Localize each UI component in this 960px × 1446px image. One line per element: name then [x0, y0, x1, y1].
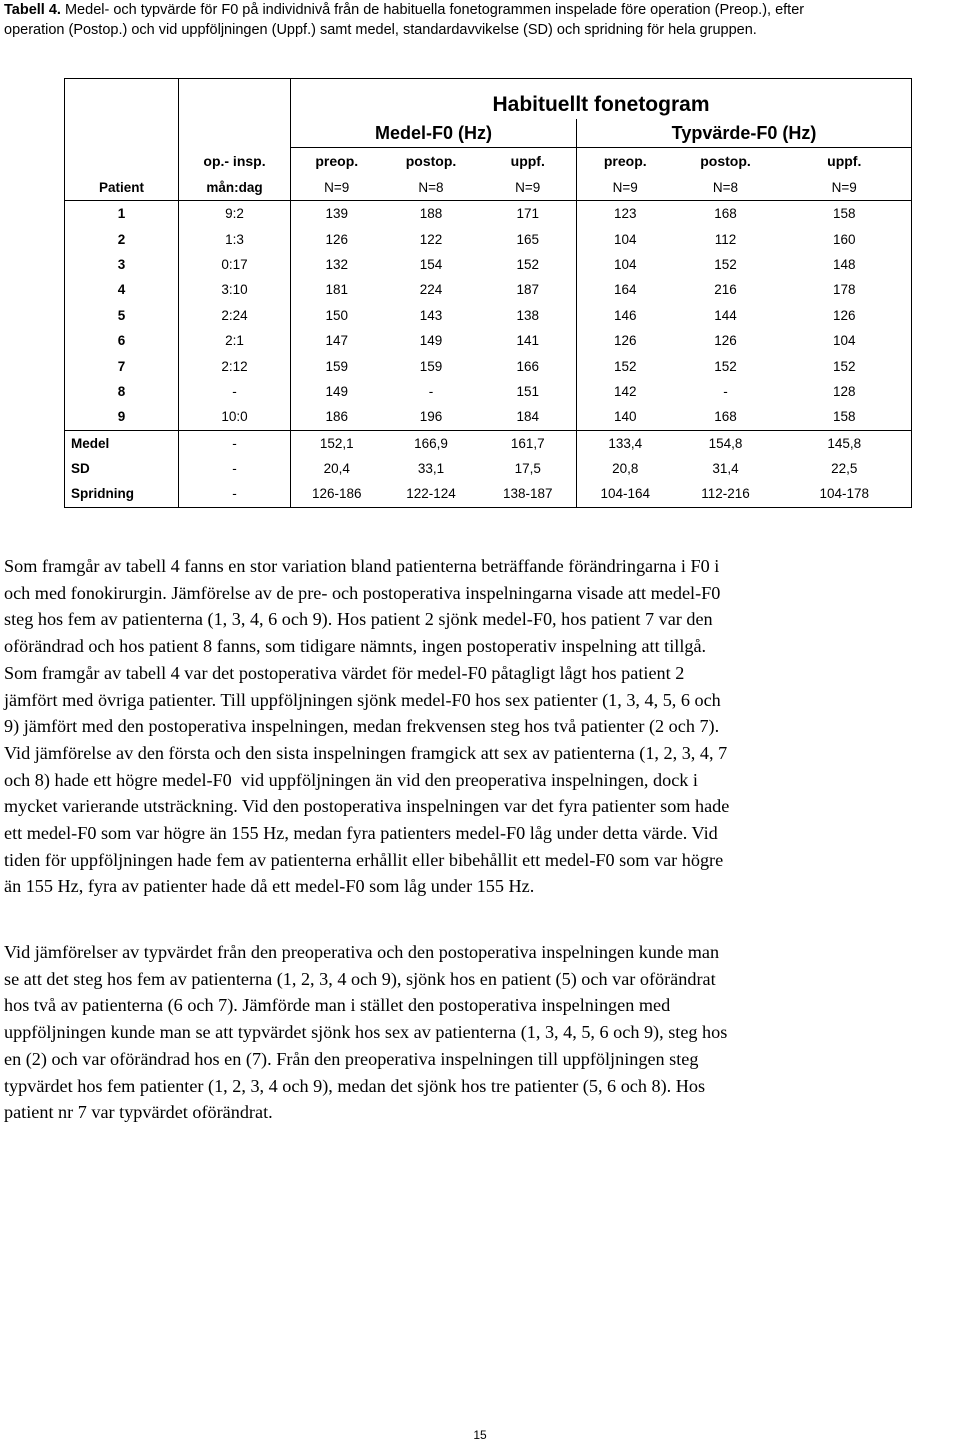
text-line: Som framgår av tabell 4 fanns en stor variation bland patienterna beträffande förändringarna i F0 i	[4, 556, 720, 576]
value-cell: 104-164	[577, 481, 674, 507]
op-insp-cell: 10:0	[179, 404, 291, 430]
value-cell: 187	[516, 282, 540, 298]
header-n: N=8	[712, 179, 739, 195]
value-cell: 224	[419, 282, 443, 298]
text-line: jämfört med övriga patienter. Till uppföljningen sjönk medel-F0 hos sex patienter (1, 3, 4, 5, 6 och	[4, 689, 721, 710]
header-n: N=9	[577, 174, 674, 201]
value-cell: 139	[291, 201, 383, 227]
value-cell: 104-178	[819, 486, 870, 502]
value-cell: 148	[832, 256, 856, 272]
text-line: och med fonokirurgin. Jämförelse av de pre- och postoperativa inspelningarna visade att medel-F0	[4, 582, 721, 603]
patient-id: 7	[117, 358, 126, 374]
value-cell: 123	[577, 201, 674, 227]
group-header-medel: Medel-F0 (Hz)	[291, 119, 577, 148]
table-row	[65, 303, 912, 328]
header-n: N=9	[831, 179, 857, 195]
table-body	[65, 201, 912, 431]
value-cell: 184	[516, 409, 540, 425]
value-cell: 140	[577, 404, 674, 430]
sub-header: preop.	[291, 148, 383, 175]
caption-label: Tabell 4.	[4, 2, 61, 18]
value-cell: 147	[291, 328, 383, 353]
value-cell: 112	[714, 231, 737, 247]
value-cell: 166,9	[383, 430, 480, 456]
op-insp-cell: 2:24	[179, 303, 291, 328]
value-cell: 164	[577, 277, 674, 302]
value-cell: 150	[291, 303, 383, 328]
value-cell: 160	[832, 231, 856, 247]
sub-header: postop.	[405, 153, 457, 169]
header-man-dag: mån:dag	[179, 174, 291, 201]
summary-label: SD	[71, 461, 90, 477]
summary-row	[65, 456, 912, 481]
text-line: Som framgår av tabell 4 var det postoperativa värdet för medel-F0 påtagligt lågt hos patient 2	[4, 662, 685, 683]
sub-header: postop.	[700, 153, 751, 169]
value-cell: 138-187	[502, 486, 553, 502]
paragraph-1-lines	[4, 553, 949, 900]
value-cell: 149	[419, 333, 443, 349]
table-row	[65, 379, 912, 404]
op-insp-cell: -	[179, 456, 291, 481]
value-cell: 152	[516, 256, 540, 272]
value-cell: 133,4	[577, 430, 674, 456]
value-cell: 168	[714, 409, 737, 425]
text-line: 9) jämfört med den postoperativa inspelningen, medan frekvensen steg hos två patienter (2 och 7).	[4, 716, 720, 737]
sub-header: uppf.	[510, 153, 545, 169]
table-row	[65, 353, 912, 378]
value-cell: 143	[419, 307, 443, 323]
caption-text: Medel- och typvärde för F0 på individnivå från de habituella fonetogrammen inspelade före operation (Preop.), efter operation (Postop.) och vid uppföljningen (Uppf.) samt medel, standardavvikelse (SD) och spridning för hela gruppen.	[4, 2, 805, 38]
value-cell: 122	[419, 231, 443, 247]
value-cell: 128	[832, 383, 856, 399]
text-line: och 8) hade ett högre medel-F0 vid uppföljningen än vid den preoperativa inspelningen, dock i	[4, 769, 698, 790]
op-insp-cell: 1:3	[179, 226, 291, 251]
value-cell: 171	[480, 201, 577, 227]
table-row	[65, 226, 912, 251]
value-cell: 132	[291, 252, 383, 277]
text-line: en (2) och var oförändrad hos en (7). Från den preoperativa inspelningen till uppföljningen steg	[4, 1048, 699, 1069]
op-insp-cell: -	[179, 379, 291, 404]
text-line: steg hos fem av patienterna (1, 3, 4, 6 och 9). Hos patient 2 sjönk medel-F0, hos patient 7 var den	[4, 609, 713, 630]
summary-label: Spridning	[71, 486, 134, 502]
table-row	[65, 328, 912, 353]
f0-table	[64, 78, 912, 508]
summary-label: Medel	[65, 430, 179, 456]
value-cell: 196	[419, 409, 443, 425]
page-number: 15	[473, 1428, 487, 1442]
value-cell: 158	[832, 409, 856, 425]
value-cell: 20,8	[577, 456, 674, 481]
value-cell: 146	[577, 303, 674, 328]
patient-id: 5	[117, 307, 126, 323]
text-line: Vid jämförelser av typvärdet från den preoperativa och den postoperativa inspelningen kunde man	[4, 942, 720, 962]
value-cell: 126-186	[291, 481, 383, 507]
patient-id: 8	[117, 383, 126, 399]
value-cell: 178	[832, 282, 856, 298]
text-line: mycket varierande utsträckning. Vid den postoperativa inspelningen var det fyra patienter som hade	[4, 796, 730, 817]
text-line: typvärdet hos fem patienter (1, 2, 3, 4 och 9), medan det sjönk hos tre patienter (5, 6 och 8). Hos	[4, 1075, 706, 1096]
header-n: N=8	[418, 179, 444, 195]
value-cell: 122-124	[406, 486, 456, 502]
value-cell: 138	[516, 307, 540, 323]
value-cell: 141	[516, 333, 540, 349]
text-line: patient nr 7 var typvärdet oförändrat.	[4, 1102, 273, 1123]
value-cell: 112-216	[701, 486, 750, 502]
sub-header: uppf.	[827, 153, 862, 169]
op-insp-cell: 3:10	[179, 277, 291, 302]
value-cell: 168	[674, 201, 778, 227]
text-line: hos två av patienterna (6 och 7). Jämförde man i stället den postoperativa inspelningen med	[4, 995, 671, 1016]
paragraph-2	[4, 939, 949, 1126]
value-cell: 181	[291, 277, 383, 302]
value-cell: 151	[516, 383, 540, 399]
table-row	[65, 404, 912, 430]
text-line: Vid jämförelse av den första och den sista inspelningen framgick att sex av patienterna (1, 2, 3, 4, 7	[4, 742, 728, 763]
value-cell: -	[723, 383, 728, 399]
value-cell: 152	[832, 358, 856, 374]
op-insp-cell: 0:17	[179, 252, 291, 277]
value-cell: 152,1	[291, 430, 383, 456]
summary-row	[65, 481, 912, 507]
header-n: N=9	[515, 179, 541, 195]
text-line: än 155 Hz, fyra av patienter hade då ett medel-F0 som låg under 155 Hz.	[4, 876, 535, 897]
op-insp-cell: 2:12	[179, 353, 291, 378]
text-line: tiden för uppföljningen hade fem av patienterna erhållit eller bibehållit ett medel-F0 som var högre	[4, 849, 724, 870]
op-insp-cell: -	[179, 481, 291, 507]
value-cell: 33,1	[417, 461, 445, 477]
value-cell: 152	[577, 353, 674, 378]
patient-id: 4	[117, 282, 126, 298]
value-cell: 186	[291, 404, 383, 430]
patient-id: 2	[117, 231, 126, 247]
patient-id: 3	[117, 256, 126, 272]
value-cell: 17,5	[514, 461, 541, 477]
value-cell: 188	[383, 201, 480, 227]
value-cell: 159	[291, 353, 383, 378]
patient-id: 1	[65, 201, 179, 227]
value-cell: 104	[577, 252, 674, 277]
value-cell: 126	[577, 328, 674, 353]
value-cell: 152	[714, 256, 737, 272]
header-patient: Patient	[98, 179, 144, 195]
text-line: ett medel-F0 som var högre än 155 Hz, medan fyra patienters medel-F0 låg under detta värde. Vid	[4, 823, 718, 844]
value-cell: 31,4	[712, 461, 739, 477]
value-cell: 216	[714, 282, 737, 298]
table-summary	[65, 430, 912, 507]
op-insp-cell: 2:1	[179, 328, 291, 353]
value-cell: 166	[516, 358, 540, 374]
value-cell: 152	[714, 358, 737, 374]
summary-row	[65, 430, 912, 456]
patient-id: 9	[117, 409, 126, 425]
value-cell: 158	[778, 201, 912, 227]
header-n: N=9	[291, 174, 383, 201]
sub-header: op.- insp.	[179, 148, 291, 175]
text-line: oförändrad och hos patient 8 fanns, som tidigare nämnts, ingen postoperativ inspelning att tillgå.	[4, 636, 707, 657]
value-cell: 126	[832, 307, 856, 323]
table-title: Habituellt fonetogram	[291, 79, 912, 120]
value-cell: 126	[291, 226, 383, 251]
value-cell: 22,5	[831, 461, 858, 477]
paragraph-2-lines	[4, 939, 949, 1126]
op-insp-cell: 9:2	[179, 201, 291, 227]
op-insp-cell: -	[179, 430, 291, 456]
sub-header: preop.	[577, 148, 674, 175]
table-row	[65, 201, 912, 227]
value-cell: 104	[577, 226, 674, 251]
table-row	[65, 277, 912, 302]
text-line: se att det steg hos fem av patienterna (1, 2, 3, 4 och 9), sjönk hos en patient (5) och var oförändrat	[4, 968, 716, 989]
patient-id: 6	[117, 333, 126, 349]
table-row	[65, 252, 912, 277]
value-cell: 126	[714, 333, 737, 349]
value-cell: 154,8	[674, 430, 778, 456]
value-cell: 142	[577, 379, 674, 404]
value-cell: 104	[832, 333, 856, 349]
text-line: uppföljningen kunde man se att typvärdet sjönk hos sex av patienterna (1, 3, 4, 5, 6 och 9), steg hos	[4, 1022, 728, 1043]
group-header-typvarde: Typvärde-F0 (Hz)	[577, 119, 912, 148]
value-cell: 149	[291, 379, 383, 404]
value-cell: 154	[419, 256, 443, 272]
value-cell: 159	[419, 358, 443, 374]
table-caption	[4, 0, 854, 40]
paragraph-1	[4, 553, 949, 900]
value-cell: 165	[516, 231, 540, 247]
value-cell: 144	[714, 307, 737, 323]
value-cell: 145,8	[778, 430, 912, 456]
value-cell: 20,4	[291, 456, 383, 481]
value-cell: 161,7	[480, 430, 577, 456]
value-cell: -	[428, 383, 434, 399]
